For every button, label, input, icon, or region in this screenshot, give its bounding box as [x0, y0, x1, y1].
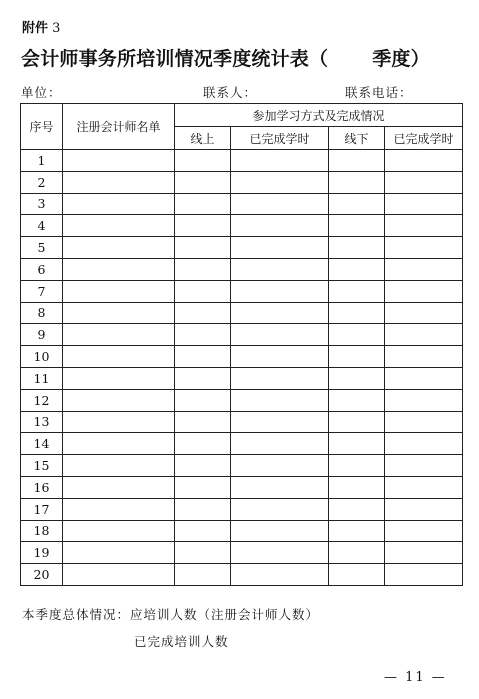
- table-row: [21, 237, 463, 259]
- offline-hours-cell[interactable]: [385, 498, 463, 520]
- attachment-number: 3: [52, 21, 61, 36]
- online-hours-cell[interactable]: [231, 215, 329, 237]
- online-cell[interactable]: [175, 324, 231, 346]
- row-number-cell: 17: [21, 498, 63, 520]
- row-number-cell: 13: [21, 411, 63, 433]
- summary-line-1: 本季度总体情况：应培训人数（注册会计师人数）: [22, 607, 320, 622]
- offline-hours-cell[interactable]: [385, 171, 463, 193]
- row-number-cell: 8: [21, 302, 63, 324]
- offline-hours-cell[interactable]: [385, 367, 463, 389]
- offline-cell[interactable]: [329, 215, 385, 237]
- online-cell[interactable]: [175, 455, 231, 477]
- unit-label: 单位：: [21, 85, 62, 100]
- name-cell[interactable]: [63, 455, 175, 477]
- online-hours-cell[interactable]: [231, 302, 329, 324]
- offline-hours-cell[interactable]: [385, 433, 463, 455]
- table-row: [21, 367, 463, 389]
- name-cell[interactable]: [63, 215, 175, 237]
- online-hours-cell[interactable]: [231, 542, 329, 564]
- row-number-cell: 15: [21, 455, 63, 477]
- online-cell[interactable]: [175, 367, 231, 389]
- row-number-cell: 3: [21, 193, 63, 215]
- online-cell[interactable]: [175, 476, 231, 498]
- attachment-text: 附件: [22, 21, 49, 36]
- row-number-cell: 12: [21, 389, 63, 411]
- offline-hours-cell[interactable]: [385, 150, 463, 172]
- online-cell[interactable]: [175, 411, 231, 433]
- online-hours-cell[interactable]: [231, 280, 329, 302]
- offline-cell[interactable]: [329, 433, 385, 455]
- offline-cell[interactable]: [329, 258, 385, 280]
- header-online-hours: 已完成学时: [231, 127, 329, 150]
- offline-hours-cell[interactable]: [385, 476, 463, 498]
- table-row: [21, 302, 463, 324]
- name-cell[interactable]: [63, 411, 175, 433]
- name-cell[interactable]: [63, 258, 175, 280]
- online-cell[interactable]: [175, 237, 231, 259]
- table-row: [21, 564, 463, 586]
- row-number-cell: 6: [21, 258, 63, 280]
- offline-hours-cell[interactable]: [385, 455, 463, 477]
- row-number-cell: 18: [21, 520, 63, 542]
- table-row: [21, 455, 463, 477]
- offline-cell[interactable]: [329, 302, 385, 324]
- online-cell[interactable]: [175, 542, 231, 564]
- online-hours-cell[interactable]: [231, 433, 329, 455]
- row-number-cell: 14: [21, 433, 63, 455]
- offline-cell[interactable]: [329, 389, 385, 411]
- table-row: [21, 498, 463, 520]
- online-hours-cell[interactable]: [231, 237, 329, 259]
- offline-hours-cell[interactable]: [385, 237, 463, 259]
- offline-cell[interactable]: [329, 193, 385, 215]
- online-cell[interactable]: [175, 280, 231, 302]
- phone-label: 联系电话：: [345, 85, 413, 100]
- offline-hours-cell[interactable]: [385, 302, 463, 324]
- table-body: [21, 150, 463, 586]
- online-cell[interactable]: [175, 346, 231, 368]
- offline-cell[interactable]: [329, 346, 385, 368]
- offline-hours-cell[interactable]: [385, 520, 463, 542]
- online-hours-cell[interactable]: [231, 498, 329, 520]
- name-cell[interactable]: [63, 367, 175, 389]
- offline-hours-cell[interactable]: [385, 324, 463, 346]
- table-row: [21, 346, 463, 368]
- page-number: — 11 —: [384, 670, 447, 685]
- online-hours-cell[interactable]: [231, 455, 329, 477]
- table-row: [21, 215, 463, 237]
- online-cell[interactable]: [175, 302, 231, 324]
- table-row: [21, 389, 463, 411]
- online-hours-cell[interactable]: [231, 389, 329, 411]
- online-hours-cell[interactable]: [231, 150, 329, 172]
- offline-hours-cell[interactable]: [385, 215, 463, 237]
- online-cell[interactable]: [175, 498, 231, 520]
- name-cell[interactable]: [63, 476, 175, 498]
- name-cell[interactable]: [63, 564, 175, 586]
- header-online: 线上: [175, 127, 231, 150]
- offline-cell[interactable]: [329, 498, 385, 520]
- row-number-cell: 19: [21, 542, 63, 564]
- offline-hours-cell[interactable]: [385, 389, 463, 411]
- online-cell[interactable]: [175, 258, 231, 280]
- contact-label: 联系人：: [203, 85, 258, 100]
- table-row: [21, 476, 463, 498]
- online-hours-cell[interactable]: [231, 346, 329, 368]
- table-row: [21, 171, 463, 193]
- header-method-group: 参加学习方式及完成情况: [175, 104, 463, 127]
- offline-cell[interactable]: [329, 324, 385, 346]
- table-row: [21, 280, 463, 302]
- online-cell[interactable]: [175, 389, 231, 411]
- online-hours-cell[interactable]: [231, 171, 329, 193]
- name-cell[interactable]: [63, 171, 175, 193]
- online-hours-cell[interactable]: [231, 193, 329, 215]
- title-main: 会计师事务所培训情况季度统计表（: [21, 48, 329, 70]
- offline-hours-cell[interactable]: [385, 280, 463, 302]
- offline-hours-cell[interactable]: [385, 258, 463, 280]
- offline-hours-cell[interactable]: [385, 346, 463, 368]
- offline-cell[interactable]: [329, 520, 385, 542]
- offline-cell[interactable]: [329, 171, 385, 193]
- attachment-label: [22, 17, 60, 36]
- offline-cell[interactable]: [329, 455, 385, 477]
- online-cell[interactable]: [175, 433, 231, 455]
- online-cell[interactable]: [175, 150, 231, 172]
- offline-hours-cell[interactable]: [385, 564, 463, 586]
- header-offline-hours: 已完成学时: [385, 127, 463, 150]
- online-hours-cell[interactable]: [231, 520, 329, 542]
- name-cell[interactable]: [63, 498, 175, 520]
- name-cell[interactable]: [63, 150, 175, 172]
- table-row: [21, 324, 463, 346]
- name-cell[interactable]: [63, 280, 175, 302]
- offline-hours-cell[interactable]: [385, 411, 463, 433]
- row-number-cell: 16: [21, 476, 63, 498]
- online-hours-cell[interactable]: [231, 564, 329, 586]
- row-number-cell: 5: [21, 237, 63, 259]
- row-number-cell: 2: [21, 171, 63, 193]
- name-cell[interactable]: [63, 389, 175, 411]
- table-row: [21, 193, 463, 215]
- table-row: [21, 433, 463, 455]
- name-cell[interactable]: [63, 324, 175, 346]
- online-hours-cell[interactable]: [231, 367, 329, 389]
- online-hours-cell[interactable]: [231, 476, 329, 498]
- header-name: 注册会计师名单: [63, 104, 175, 150]
- name-cell[interactable]: [63, 193, 175, 215]
- offline-cell[interactable]: [329, 542, 385, 564]
- row-number-cell: 20: [21, 564, 63, 586]
- offline-cell[interactable]: [329, 367, 385, 389]
- header-seq: 序号: [21, 104, 63, 150]
- table-row: [21, 542, 463, 564]
- name-cell[interactable]: [63, 542, 175, 564]
- offline-cell[interactable]: [329, 564, 385, 586]
- table-row: [21, 150, 463, 172]
- page-title: [21, 44, 430, 71]
- table-row: [21, 258, 463, 280]
- offline-cell[interactable]: [329, 237, 385, 259]
- name-cell[interactable]: [63, 302, 175, 324]
- name-cell[interactable]: [63, 520, 175, 542]
- online-hours-cell[interactable]: [231, 411, 329, 433]
- online-cell[interactable]: [175, 520, 231, 542]
- title-suffix: 季度）: [372, 48, 430, 70]
- online-hours-cell[interactable]: [231, 258, 329, 280]
- offline-cell[interactable]: [329, 411, 385, 433]
- offline-cell[interactable]: [329, 150, 385, 172]
- row-number-cell: 7: [21, 280, 63, 302]
- online-cell[interactable]: [175, 564, 231, 586]
- online-cell[interactable]: [175, 171, 231, 193]
- row-number-cell: 4: [21, 215, 63, 237]
- row-number-cell: 9: [21, 324, 63, 346]
- row-number-cell: 11: [21, 367, 63, 389]
- name-cell[interactable]: [63, 433, 175, 455]
- row-number-cell: 10: [21, 346, 63, 368]
- online-cell[interactable]: [175, 215, 231, 237]
- summary-line-2: 已完成培训人数: [134, 634, 229, 649]
- name-cell[interactable]: [63, 346, 175, 368]
- table-row: [21, 520, 463, 542]
- training-table: [20, 103, 463, 586]
- table-row: [21, 411, 463, 433]
- online-hours-cell[interactable]: [231, 324, 329, 346]
- name-cell[interactable]: [63, 237, 175, 259]
- offline-cell[interactable]: [329, 476, 385, 498]
- offline-hours-cell[interactable]: [385, 193, 463, 215]
- online-cell[interactable]: [175, 193, 231, 215]
- offline-hours-cell[interactable]: [385, 542, 463, 564]
- offline-cell[interactable]: [329, 280, 385, 302]
- header-offline: 线下: [329, 127, 385, 150]
- row-number-cell: 1: [21, 150, 63, 172]
